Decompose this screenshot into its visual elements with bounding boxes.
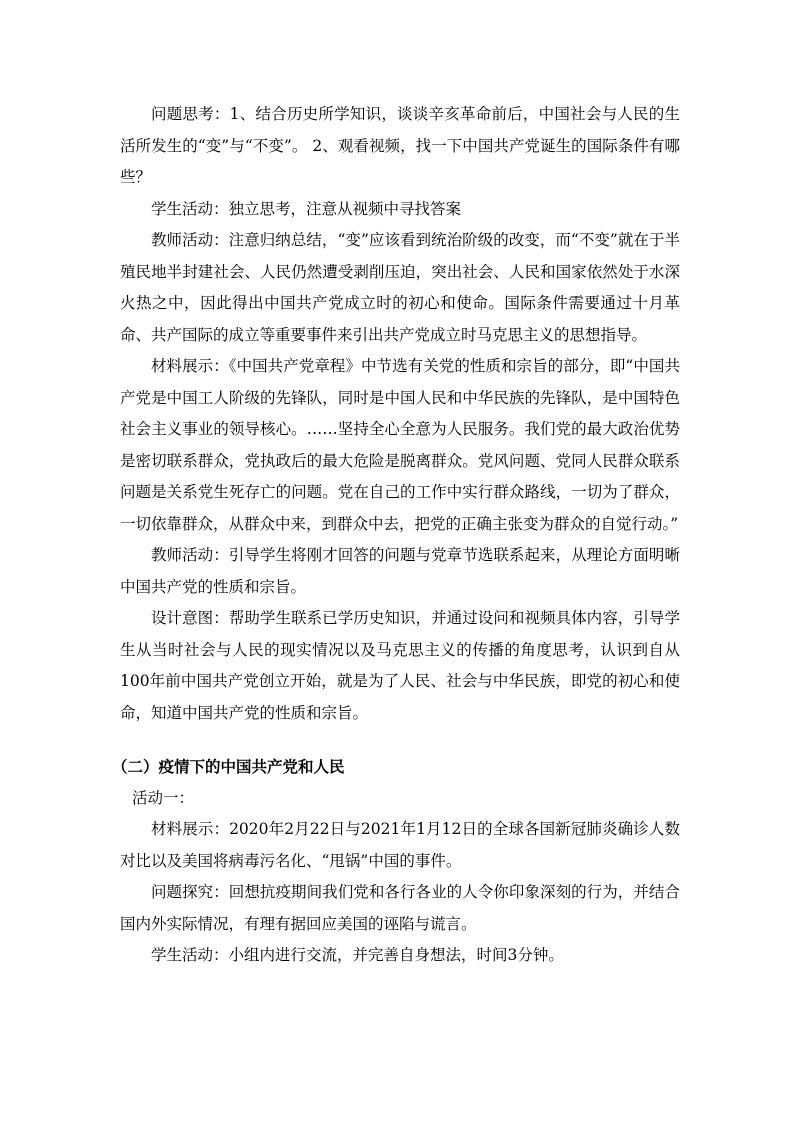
question-paragraph: 问题思考：1、结合历史所学知识，谈谈辛亥革命前后，中国社会与人民的生活所发生的“变”与“不变”。 2、观看视频，找一下中国共产党诞生的国际条件有哪些？: [120, 105, 680, 186]
activity-label: 活动一：: [132, 788, 195, 807]
teacher-activity-paragraph-2: 教师活动：引导学生将刚才回答的问题与党章节选联系起来，从理论方面明晰中国共产党的性质和宗旨。: [120, 546, 680, 596]
student-activity-paragraph-2: 学生活动：小组内进行交流，并完善自身想法，时间3分钟。: [151, 946, 564, 964]
material-paragraph: 材料展示：《中国共产党章程》中节选有关党的性质和宗旨的部分，即“中国共产党是中国工人阶级的先锋队，同时是中国人民和中华民族的先锋队，是中国特色社会主义事业的领导核心。……坚持全心全意为人民服务。我们党的最大政治优势是密切联系群众，党执政后的最大危险是脱离群众。党风问题、党同人民群众联系问题是关系党生死存亡的问题。党在自己的工作中实行群众路线，一切为了群众，一切依靠群众，从群众中来，到群众中去，把党的正确主张变为群众的自觉行动。”: [120, 357, 680, 533]
question-explore-paragraph: 问题探究：回想抗疫期间我们党和各行各业的人令你印象深刻的行为，并结合国内外实际情况，有理有据回应美国的诬陷与谎言。: [120, 883, 680, 933]
section-gap: [120, 729, 680, 751]
material-paragraph-2: 材料展示：2020年2月22日与2021年1月12日的全球各国新冠肺炎确诊人数对比以及美国将病毒污名化、“甩锅”中国的事件。: [120, 820, 680, 870]
document-body: [112, 99, 680, 972]
teacher-activity-paragraph: 教师活动：注意归纳总结，“变”应该看到统治阶级的改变，而“不变”就在于半殖民地半封建社会、人民仍然遭受剥削压迫，突出社会、人民和国家依然处于水深火热之中，因此得出中国共产党成立时的初心和使命。国际条件需要通过十月革命、共产国际的成立等重要事件来引出共产党成立时马克思主义的思想指导。: [120, 231, 680, 344]
section-heading: （二）疫情下的中国共产党和人民: [112, 757, 345, 776]
design-intent-paragraph: 设计意图：帮助学生联系已学历史知识，并通过设问和视频具体内容，引导学生从当时社会与人民的现实情况以及马克思主义的传播的角度思考，认识到自从100年前中国共产党创立开始，就是为了人民、社会与中华民族，即党的初心和使命，知道中国共产党的性质和宗旨。: [120, 609, 680, 722]
student-activity-paragraph: 学生活动：独立思考，注意从视频中寻找答案: [151, 199, 462, 218]
